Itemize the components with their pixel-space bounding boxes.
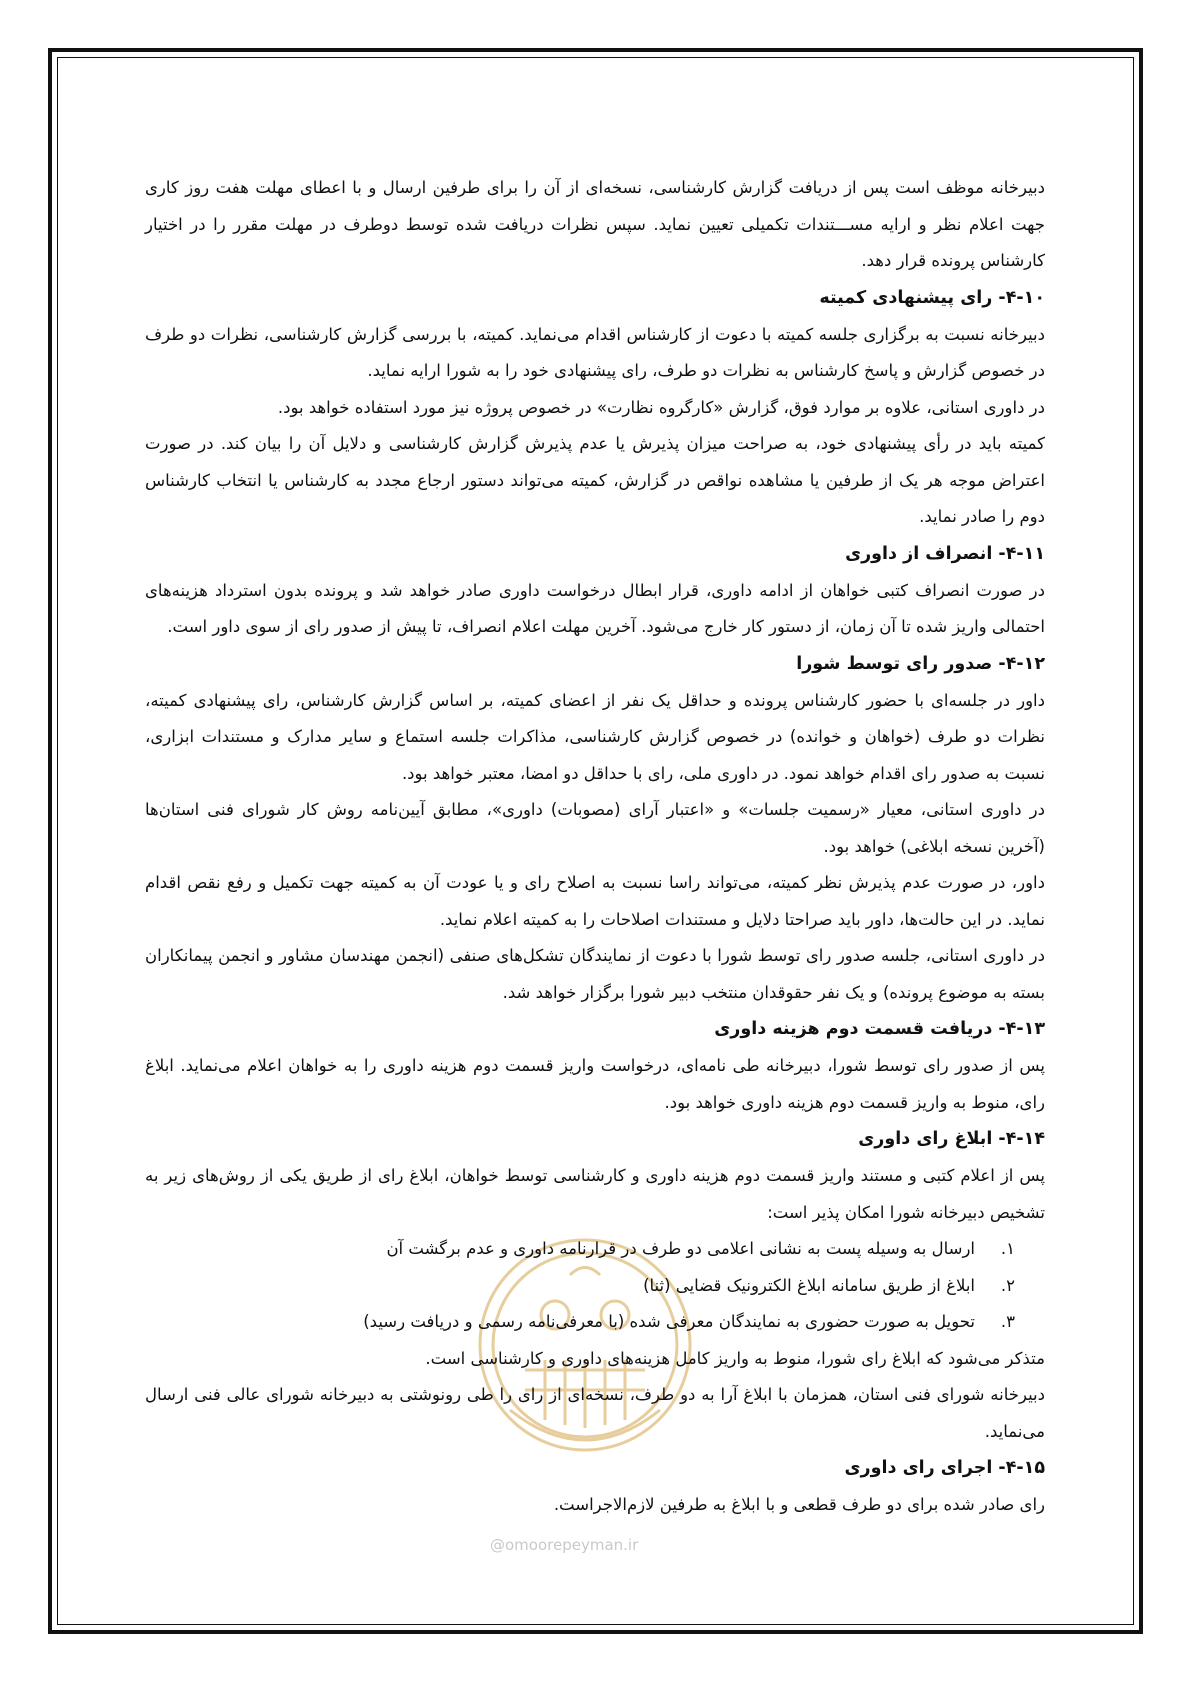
paragraph: دبیرخانه موظف است پس از دریافت گزارش کارشناسی، نسخه‌ای از آن را برای طرفین ارسال و با اعطای مهلت هفت روز کاری جهت اعلام نظر و ارایه مســـتندات تکمیلی تعیین نماید. سپس نظرات دریافت شده توسط دوطرف در مهلت مقرر را در اختیار کارشناس پرونده قرار دهد. <box>145 178 1045 270</box>
section-heading: ۴-۱۲- صدور رای توسط شورا <box>796 653 1045 674</box>
list-item <box>145 1268 1015 1305</box>
watermark-url: @omoorepeyman.ir <box>490 1536 639 1554</box>
list-item-number: ۲. <box>1000 1275 1015 1295</box>
paragraph: در صورت انصراف کتبی خواهان از ادامه داوری، قرار ابطال درخواست داوری صادر خواهد شد و پرونده بدون استرداد هزینه‌های احتمالی واریز شده تا آن زمان، از دستور کار خارج می‌شود. آخرین مهلت اعلام انصراف، تا پیش از صدور رای از سوی داور است. <box>145 580 1045 636</box>
paragraph: داور در جلسه‌ای با حضور کارشناس پرونده و حداقل یک نفر از اعضای کمیته، بر اساس گزارش کارشناس، رای پیشنهادی کمیته، نظرات دو طرف (خواهان و خوانده) در خصوص گزارش کارشناسی، مذاکرات جلسه استماع و سایر مدارک و مستندات ابزاری، نسبت به صدور رای اقدام خواهد نمود. در داوری ملی، رای با حداقل دو امضا، معتبر خواهد بود. <box>145 690 1045 783</box>
section-heading: ۴-۱۴- ابلاغ رای داوری <box>858 1129 1045 1149</box>
numbered-list <box>145 1231 1045 1341</box>
paragraph: کمیته باید در رأی پیشنهادی خود، به صراحت میزان پذیرش یا عدم پذیرش گزارش کارشناسی و دلایل آن را بیان کند. در صورت اعتراض موجه هر یک از طرفین یا مشاهده نواقص در گزارش، کمیته می‌تواند دستور ارجاع مجدد به کارشناس یا انتخاب کارشناس دوم را صادر نماید. <box>145 434 1045 526</box>
paragraph: دبیرخانه نسبت به برگزاری جلسه کمیته با دعوت از کارشناس اقدام می‌نماید. کمیته، با بررسی گزارش کارشناسی، نظرات دو طرف در خصوص گزارش و پاسخ کارشناس به نظرات دو طرف، رای پیشنهادی خود را به شورا ارایه نماید. <box>145 324 1045 380</box>
section-heading: ۴-۱۱- انصراف از داوری <box>845 543 1045 564</box>
paragraph: داور، در صورت عدم پذیرش نظر کمیته، می‌تواند راسا نسبت به اصلاح رای و یا عودت آن به کمیته جهت تکمیل و رفع نقص اقدام نماید. در این حالت‌ها، داور باید صراحتا دلایل و مستندات اصلاحات را به کمیته اعلام نماید. <box>145 873 1045 929</box>
paragraph: در داوری استانی، معیار «رسمیت جلسات» و «اعتبار آرای (مصوبات) داوری»، مطابق آیین‌نامه روش کار شورای فنی استان‌ها (آخرین نسخه ابلاغی) خواهد بود. <box>145 800 1045 856</box>
paragraph: رای صادر شده برای دو طرف قطعی و با ابلاغ به طرفین لازم‌الاجراست. <box>553 1495 1045 1514</box>
paragraph: پس از صدور رای توسط شورا، دبیرخانه طی نامه‌ای، درخواست واریز قسمت دوم هزینه داوری را به خواهان اعلام می‌نماید. ابلاغ رای، منوط به واریز قسمت دوم هزینه داوری خواهد بود. <box>145 1056 1045 1112</box>
list-item-text: تحویل به صورت حضوری به نمایندگان معرفی شده (با معرفی‌نامه رسمی و دریافت رسید) <box>363 1312 975 1331</box>
list-item-number: ۳. <box>1000 1312 1015 1331</box>
list-item <box>145 1231 1015 1268</box>
list-item <box>145 1304 1015 1341</box>
paragraph: پس از اعلام کتبی و مستند واریز قسمت دوم هزینه داوری و کارشناسی توسط خواهان، ابلاغ رای از طریق یکی از روش‌های زیر به تشخیص دبیرخانه شورا امکان پذیر است: <box>145 1166 1045 1222</box>
paragraph: در داوری استانی، علاوه بر موارد فوق، گزارش «کارگروه نظارت» در خصوص پروژه نیز مورد استفاده خواهد بود. <box>277 397 1045 417</box>
list-item-number: ۱. <box>1000 1239 1015 1258</box>
section-heading: ۴-۱۵- اجرای رای داوری <box>844 1458 1045 1478</box>
paragraph: دبیرخانه شورای فنی استان، همزمان با ابلاغ آرا به دو طرف، نسخه‌ای از رای را طی رونوشتی به دبیرخانه شورای عالی فنی ارسال می‌نماید. <box>145 1385 1045 1441</box>
list-item-text: ارسال به وسیله پست به نشانی اعلامی دو طرف در قرارنامه داوری و عدم برگشت آن <box>386 1239 975 1258</box>
section-heading: ۴-۱۳- دریافت قسمت دوم هزینه داوری <box>714 1019 1045 1039</box>
paragraph: در داوری استانی، جلسه صدور رای توسط شورا با دعوت از نمایندگان تشکل‌های صنفی (انجمن مهندسان مشاور و انجمن پیمانکاران بسته به موضوع پرونده) و یک نفر حقوقدان منتخب دبیر شورا برگزار خواهد شد. <box>145 946 1045 1002</box>
list-item-text: ابلاغ از طریق سامانه ابلاغ الکترونیک قضایی (ثنا) <box>643 1275 975 1295</box>
paragraph: متذکر می‌شود که ابلاغ رای شورا، منوط به واریز کامل هزینه‌های داوری و کارشناسی است. <box>425 1348 1045 1368</box>
section-heading: ۴-۱۰- رای پیشنهادی کمیته <box>819 287 1045 308</box>
document-body <box>145 170 1045 1524</box>
